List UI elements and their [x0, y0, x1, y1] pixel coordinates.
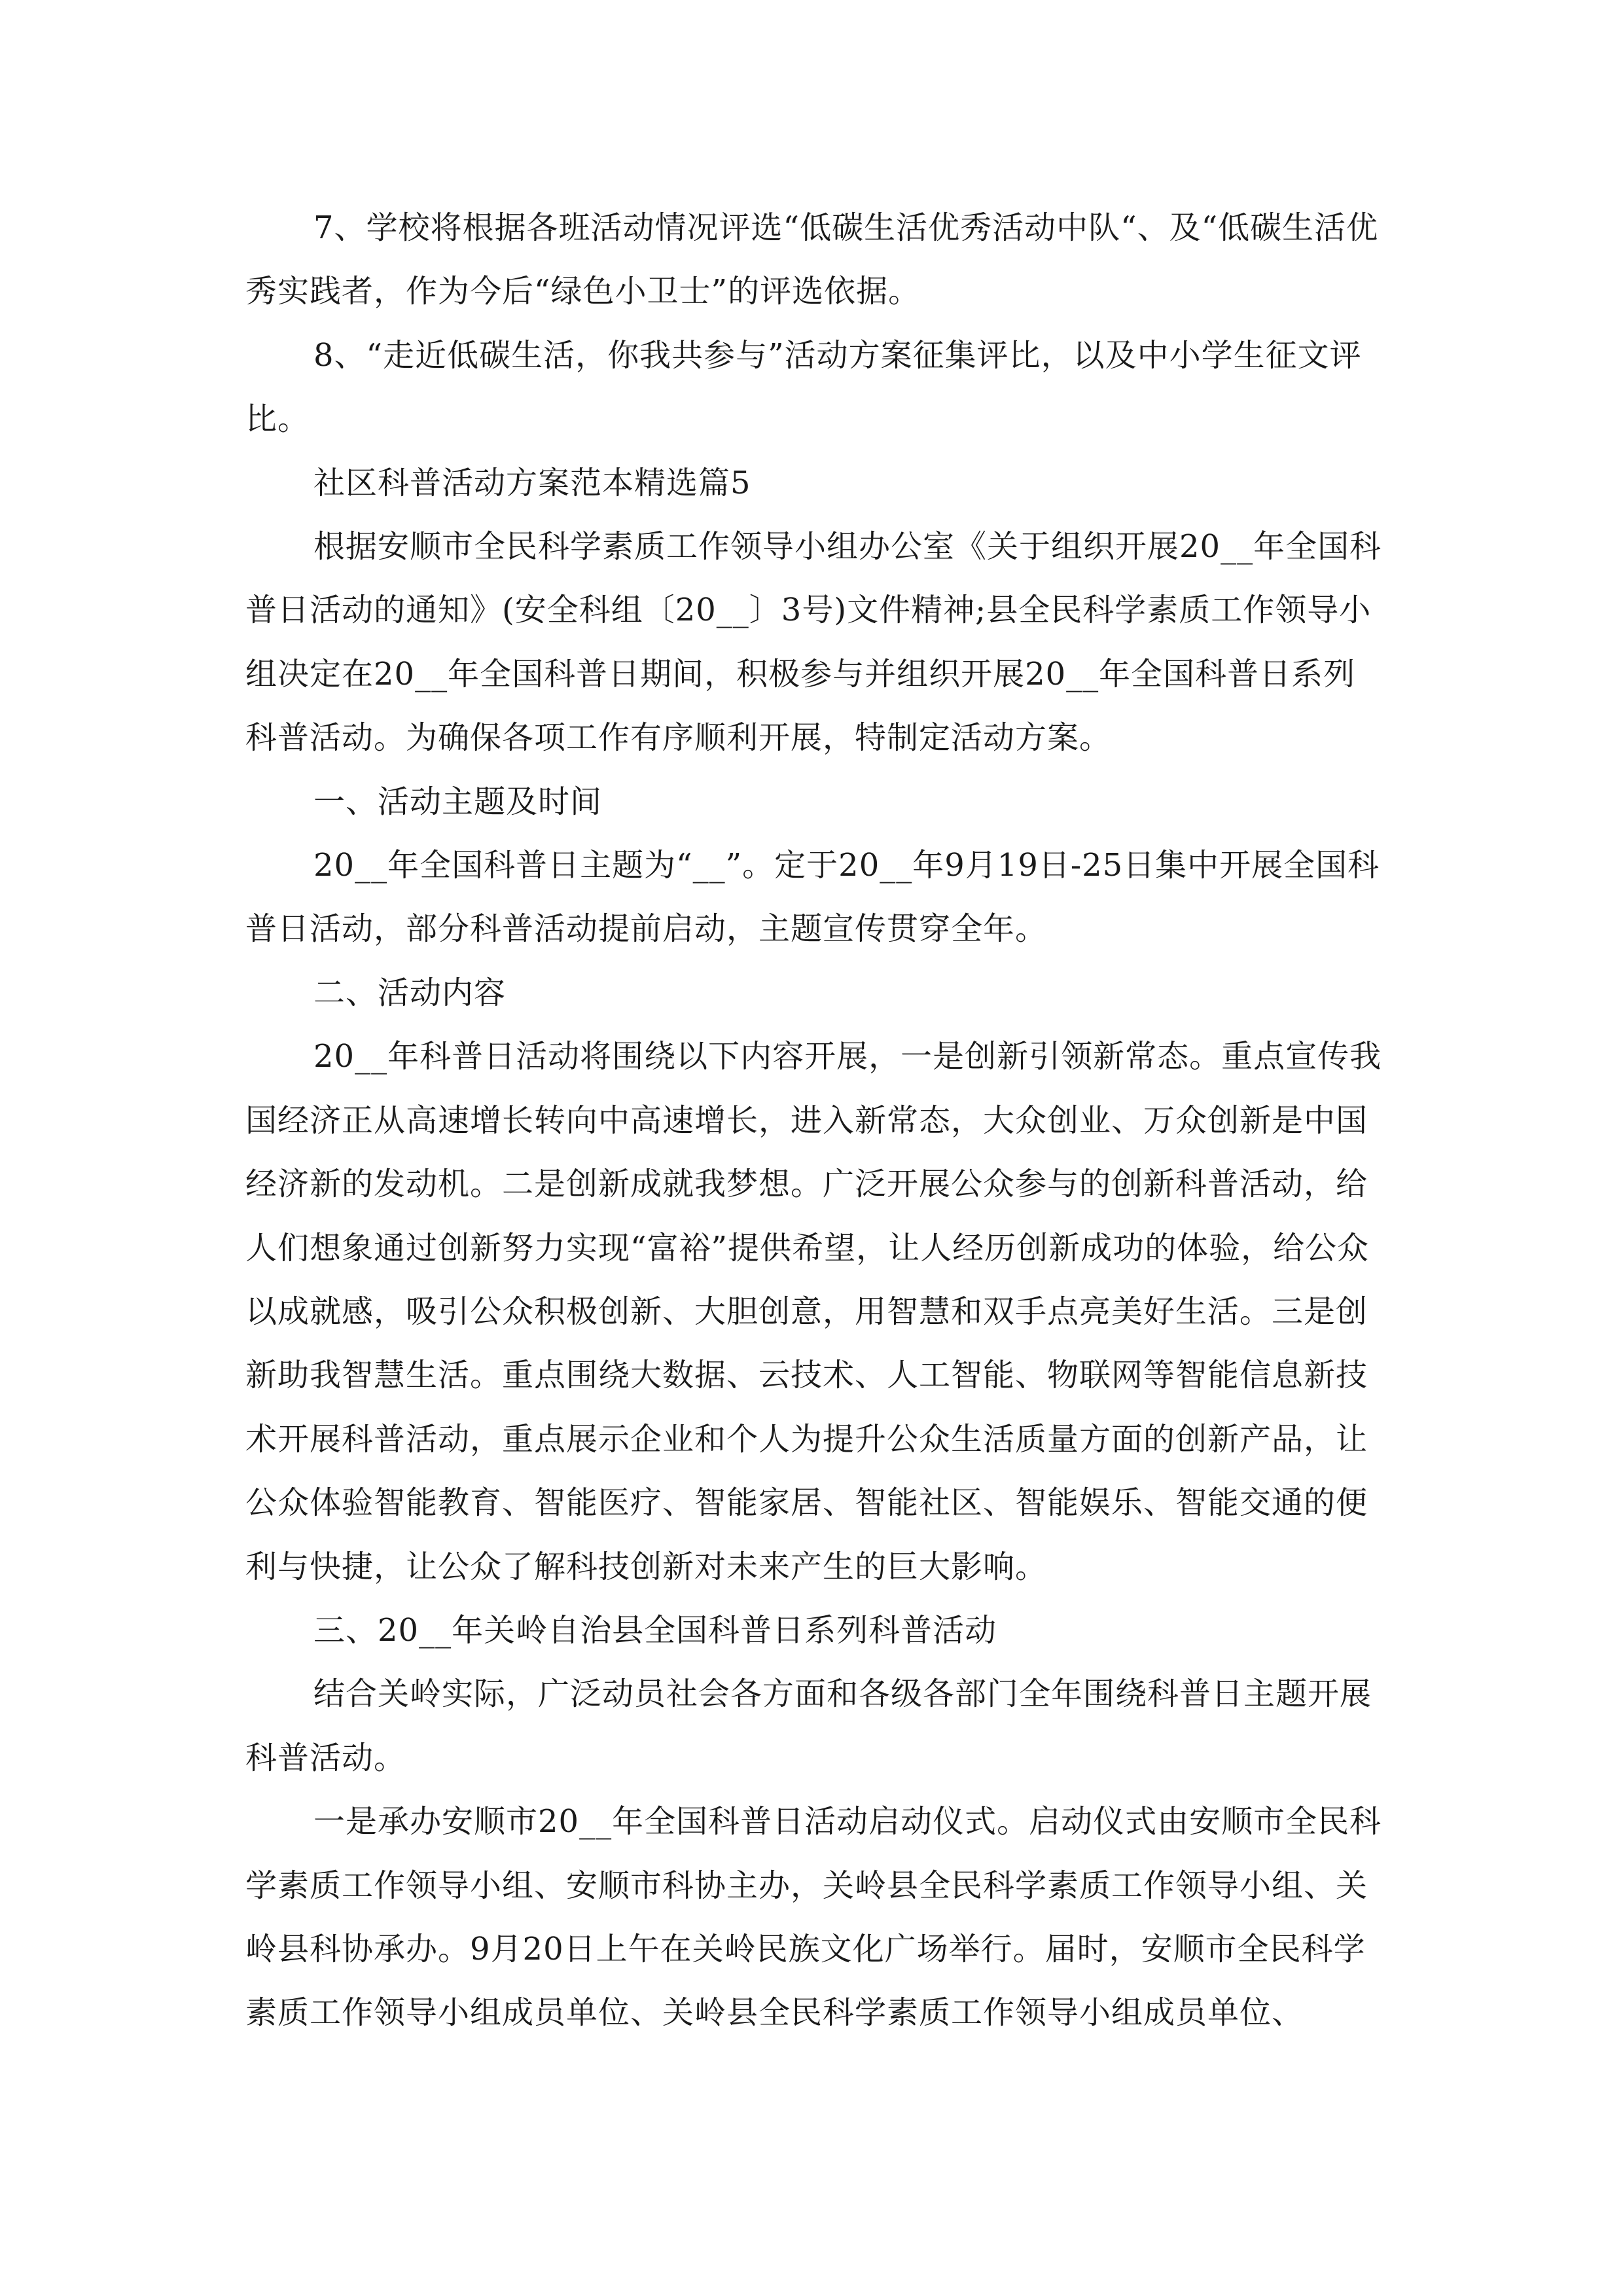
heading-activity-content: 二、活动内容: [313, 974, 507, 1011]
paragraph-item-7: 7、学校将根据各班活动情况评选“低碳生活优秀活动中队“、及“低碳生活优秀实践者，作为今后“绿色小卫士”的评选依据。: [245, 209, 1379, 310]
document-page: [245, 196, 1384, 2045]
paragraph-activity-content: 20__年科普日活动将围绕以下内容开展，一是创新引领新常态。重点宣传我国经济正从高速增长转向中高速增长，进入新常态，大众创业、万众创新是中国经济新的发动机。二是创新成就我梦想。广泛开展公众参与的创新科普活动，给人们想象通过创新努力实现“富裕”提供希望，让人经历创新成功的体验，给公众以成就感，吸引公众积极创新、大胆创意，用智慧和双手点亮美好生活。三是创新助我智慧生活。重点围绕大数据、云技术、人工智能、物联网等智能信息新技术开展科普活动，重点展示企业和个人为提升公众生活质量方面的创新产品，让公众体验智能教育、智能医疗、智能家居、智能社区、智能娱乐、智能交通的便利与快捷，让公众了解科技创新对未来产生的巨大影响。: [245, 1038, 1382, 1585]
heading-series-activities: 三、20__年关岭自治县全国科普日系列科普活动: [313, 1611, 997, 1649]
heading-theme-and-time: 一、活动主题及时间: [313, 783, 603, 820]
section-title: 社区科普活动方案范本精选篇5: [313, 464, 751, 501]
paragraph-item-8: 8、“走近低碳生活，你我共参与”活动方案征集评比，以及中小学生征文评比。: [245, 336, 1362, 438]
paragraph-series: 结合关岭实际，广泛动员社会各方面和各级各部门全年围绕科普日主题开展科普活动。: [245, 1676, 1372, 1776]
paragraph-intro: 根据安顺市全民科学素质工作领导小组办公室《关于组织开展20__年全国科普日活动的通知》(安全科组〔20__〕3号)文件精神;县全民科学素质工作领导小组决定在20__年全国科普日期间，积极参与并组织开展20__年全国科普日系列科普活动。为确保各项工作有序顺利开展，特制定活动方案。: [245, 528, 1382, 757]
paragraph-theme: 20__年全国科普日主题为“__”。定于20__年9月19日-25日集中开展全国科普日活动，部分科普活动提前启动，主题宣传贯穿全年。: [245, 847, 1380, 948]
paragraph-launch-ceremony: 一是承办安顺市20__年全国科普日活动启动仪式。启动仪式由安顺市全民科学素质工作领导小组、安顺市科协主办，关岭县全民科学素质工作领导小组、关岭县科协承办。9月20日上午在关岭民族文化广场举行。届时，安顺市全民科学素质工作领导小组成员单位、关岭县全民科学素质工作领导小组成员单位、: [245, 1803, 1382, 2032]
